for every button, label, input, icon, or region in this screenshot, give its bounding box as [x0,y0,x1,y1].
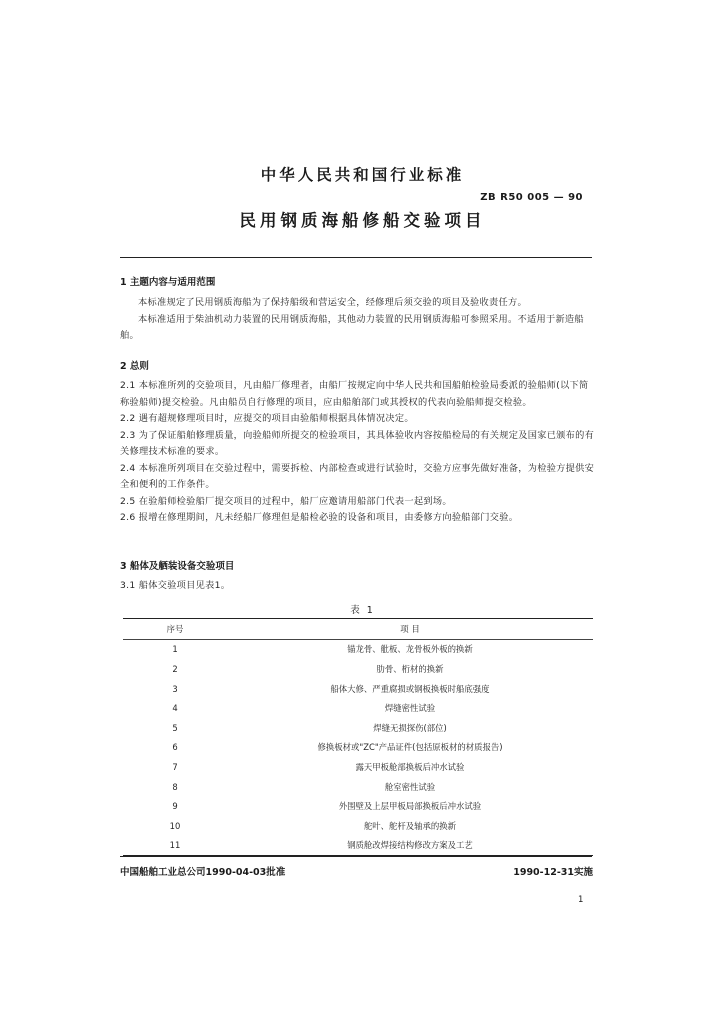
standard-category: 中华人民共和国行业标准 [260,166,465,184]
table-row [123,738,593,758]
approval-line: 中国船舶工业总公司1990-04-03批准 [120,867,286,878]
section-1-para-2: 本标准适用于柴油机动力装置的民用钢质海船，其他动力装置的民用钢质海船可参照采用。不适用于新造船舶。 [120,313,584,341]
table-row [123,757,593,777]
header-rule [120,257,592,258]
row-number: 7 [172,761,178,772]
row-number: 3 [172,683,178,694]
table-row [123,679,593,699]
row-number: 11 [123,836,227,856]
row-item: 舵叶、舵杆及轴承的换新 [363,820,457,831]
row-item: 焊缝无损探伤(部位) [373,722,447,733]
clause-2-6: 2.6 报增在修理期间，凡未经船厂修理但是船检必验的设备和项目，由委修方向验船部门交验。 [120,512,519,523]
clause-2-1: 2.1 本标准所列的交验项目，凡由船厂修理者，由船厂按规定向中华人民共和国船舶检验局委派的验船师(以下简称验船师)提交检验。凡由船员自行修理的项目，应由船舶部门或其授权的代表向验船师提交检验。 [120,380,589,408]
row-item: 肋骨、桁材的换新 [376,663,444,674]
clause-2-2: 2.2 遇有超规修理项目时，应提交的项目由验船师根据具体情况决定。 [120,413,414,424]
section-1-para-1: 本标准规定了民用钢质海船为了保持船级和营运安全，经修理后须交验的项目及验收责任方。 [138,297,527,308]
row-number: 1 [172,644,178,655]
table-row [123,698,593,718]
row-number: 6 [172,742,178,753]
table-row [123,639,593,659]
row-item: 锚龙骨、舭板、龙骨板外板的换新 [347,644,473,655]
row-item: 焊缝密性试验 [384,703,436,714]
row-item: 船体大修、严重腐损或钢板换板时船底强度 [330,683,490,694]
table-header-row [123,619,593,640]
row-number: 2 [172,663,178,674]
page-number: 1 [578,895,584,905]
section-1-heading: 1 主题内容与适用范围 [120,277,216,288]
clause-3-1: 3.1 船体交验项目见表1。 [120,580,231,591]
row-number: 10 [169,820,181,831]
table-row [123,659,593,679]
row-item: 舱室密性试验 [384,781,436,792]
document-title: 民用钢质海船修船交验项目 [239,211,486,230]
section-2-heading: 2 总则 [120,361,149,372]
section-2-body [120,378,596,527]
row-number: 5 [172,722,178,733]
table-row [123,836,593,856]
clause-2-3: 2.3 为了保证船舶修理质量，向验船师所提交的检验项目，其具体验收内容按船检局的有关规定及国家已颁布的有关修理技术标准的要求。 [120,429,595,457]
clause-2-4: 2.4 本标准所列项目在交验过程中，需要拆检、内部检查或进行试验时，交验方应事先做好准备，为检验方提供安全和便利的工作条件。 [120,462,595,490]
table-1-caption: 表 1 [350,605,375,616]
table-row [123,718,593,738]
standard-code: ZB R50 005 — 90 [480,192,583,203]
column-header-item: 项 目 [227,619,593,640]
row-item: 钢质舱改焊接结构修改方案及工艺 [227,836,593,856]
table-row [123,816,593,836]
row-item: 露天甲板舱部换板后冲水试验 [355,761,465,772]
section-3-heading: 3 船体及舾装设备交验项目 [120,561,235,572]
effective-date: 1990-12-31实施 [513,867,593,878]
row-item: 外围壁及上层甲板局部换板后冲水试验 [338,801,482,812]
table-1 [123,618,593,856]
table-row [123,777,593,797]
clause-2-5: 2.5 在验船师检验船厂提交项目的过程中，船厂应邀请用船部门代表一起到场。 [120,495,452,507]
table-row [123,796,593,816]
row-number: 4 [172,703,178,714]
row-number: 9 [172,801,178,812]
section-1-body [120,295,596,345]
section-3-body [120,578,596,595]
row-item: 修换板材或"ZC"产品证件(包括原板材的材质报告) [317,742,503,753]
column-header-number: 序号 [123,619,227,640]
row-number: 8 [172,781,178,792]
footer-rule [120,856,592,857]
